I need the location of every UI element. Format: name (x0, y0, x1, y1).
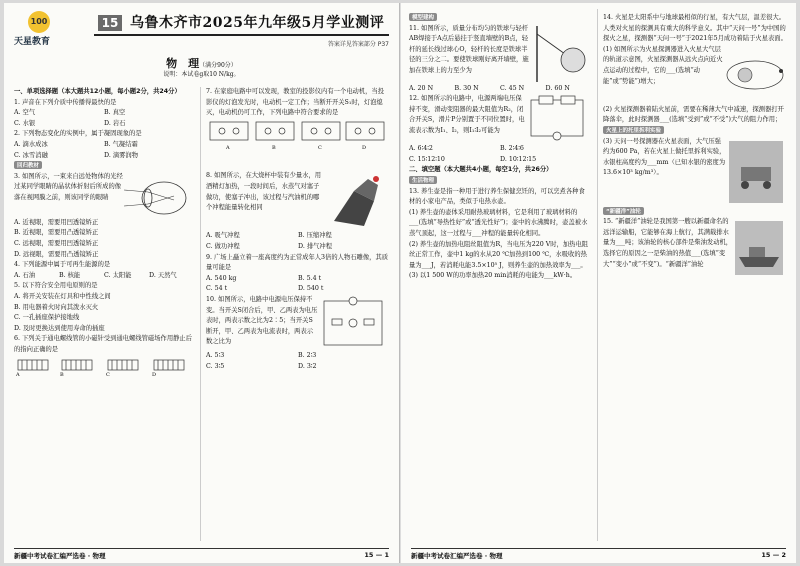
option: D. 及时更换达到使用寿命的插座 (14, 324, 105, 332)
page-header (14, 9, 389, 49)
q9-options (206, 274, 390, 295)
question-1: 1. 声音在下列介质中传播得最快的是 (14, 98, 117, 106)
page-title: 乌鲁木齐市2025年九年级5月学业测评 (130, 15, 385, 31)
option: C. 54 t (206, 285, 228, 293)
option: B. 核能 (59, 271, 81, 279)
question-12: 12. 如图所示的电路中，电源两端电压保持不变，滑动变阻器的最大阻值为R₂，闭合开关S，滑片P分别置于不同位置时，电流表示数为I₁、I₂，则I₁∶I₂可能为 (409, 95, 525, 134)
circuit-diagram-icon (525, 94, 589, 144)
column-divider (597, 9, 598, 541)
page-footer (411, 548, 786, 560)
option: D. 540 t (298, 285, 324, 293)
q3-block (14, 172, 194, 218)
question-11: 11. 如图所示，质量分布均匀的铁球与轻杆AB焊接于A点后悬挂于竖直墙壁的B点，轻杆的延长线过球心O，轻杆的长度是铁球半径的三分之二。要使铁球刚好离开墙壁，施加在铁球上的力至少为 (409, 24, 529, 74)
option: D. 天然气 (149, 271, 177, 279)
q4-options (14, 271, 194, 282)
subject-name: 物 理 (166, 57, 200, 70)
question-9: 9. 广场上矗立着一座高度约为正常成年人3倍的人物石雕像，其质量可能是 (206, 253, 389, 272)
page-footer (14, 548, 389, 560)
option: A. 滴水成冰 (14, 140, 48, 148)
option: C. 太阳能 (104, 271, 132, 279)
option: C. 15∶12∶10 (409, 155, 445, 163)
svg-text:A: A (16, 372, 20, 378)
q10-block (206, 295, 390, 351)
question-8: 8. 如图所示，在大烧杯中装有少量水，用酒精灯加热，一段时间后，水蒸气对塞子做功，使塞子冲出，该过程与汽油机的哪个冲程能量转化相同 (206, 172, 322, 212)
q12-options (409, 144, 591, 165)
column-divider (200, 87, 201, 541)
svg-text:A: A (226, 144, 230, 151)
brand-name: 天星教育 (14, 37, 51, 47)
question-7: 7. 在家庭电路中可以发现，教室的投影仪内有一个电动机，当投影仪的灯泡发光时，电动机一定工作；当断开开关S₁时，灯泡熄灭，电动机仍可工作，下列电路中符合要求的是 (206, 88, 385, 117)
option: A. 5∶3 (206, 351, 225, 359)
svg-text:B: B (272, 144, 276, 151)
option: C. 做功冲程 (206, 242, 240, 250)
question-tag: “新疆洋”油轮 (603, 207, 644, 215)
option: B. 压缩冲程 (298, 232, 332, 240)
section-heading: 一、单项选择题（本大题共12小题，每小题2分，共24分） (14, 88, 181, 95)
solenoid-options-icon (14, 355, 194, 377)
lever-ball-diagram-icon (533, 24, 589, 84)
q2-options (14, 140, 194, 161)
question-13-part-1: (1) 养生壶的壶体采用耐热玻璃材料，它是利用了玻璃材料的___(选填“导热性好”或“透光性好”)；壶中的水沸腾时，壶盖被水蒸气顶起，这一过程与___冲程的能量转化相同。 (409, 208, 588, 237)
question-6: 6. 下列关于通电螺线管的小磁针受到通电螺线管磁场作用静止后的指向正确的是 (14, 335, 193, 353)
option: C. 一孔插座保护接地线 (14, 314, 80, 322)
svg-text:D: D (152, 372, 157, 378)
option: B. 2∶4∶6 (500, 145, 524, 153)
ship-image-icon (733, 217, 785, 277)
q14c-block (603, 137, 789, 207)
section-heading: 二、填空题（本大题共4小题，每空1分，共26分） (409, 166, 553, 174)
option: B. 5.4 t (298, 274, 322, 282)
orbit-diagram-icon (723, 45, 787, 105)
exam-note: 说明：本试卷g取10 N/kg。 (163, 71, 240, 78)
question-5: 5. 以下符合安全用电原则的是 (14, 282, 98, 290)
footer-title: 新疆中考试卷汇编严选卷 · 物理 (14, 552, 106, 560)
svg-text:C: C (318, 144, 322, 151)
option: A. 近视眼，需要用凹透镜矫正 (14, 218, 99, 226)
option: D. 排气冲程 (298, 242, 333, 250)
question-tag: 生活物理 (409, 176, 437, 184)
eye-diagram-icon (124, 178, 190, 218)
circuit-options-icon (206, 119, 390, 167)
question-14-part-3: (3) 天问一号探测器在火星表面，大气压强约为600 Pa，若在火星上做托里拆利实验，水银柱高度约为___mm（已知水银的密度为13.6×10³ kg/m³）。 (603, 137, 726, 177)
option: C. 45 N (500, 84, 525, 92)
option: D. 60 N (545, 84, 570, 92)
question-13-part-3: (3) 以1 500 W的功率加热20 min消耗的电能为___kW·h。 (409, 272, 577, 280)
page-number: 15 — 1 (364, 551, 389, 559)
q15-block (603, 217, 789, 277)
option: D. 滴雾润物 (104, 151, 139, 159)
svg-text:C: C (106, 372, 110, 378)
footer-title: 新疆中考试卷汇编严选卷 · 物理 (411, 552, 503, 560)
option: C. 水银 (14, 119, 36, 127)
logo-badge-icon: 100 (28, 11, 50, 33)
page-number: 15 — 2 (761, 551, 786, 559)
question-14-part-2: (2) 火星探测器着陆火星前，需要在稀薄大气中减速，探测器打开降落伞，此时探测器___(选填“受到”或“不受”)大气的阻力作用； (603, 105, 784, 124)
subject-score: （满分90分） (199, 62, 237, 69)
option: D. 10∶12∶15 (500, 155, 537, 163)
question-2: 2. 下列物态变化的实例中，属于凝固现象的是 (14, 130, 142, 138)
option: C. 3∶5 (206, 362, 225, 370)
option: A. 空气 (14, 109, 36, 117)
option: C. 远视眼，需要用凹透镜矫正 (14, 239, 99, 247)
option: A. 540 kg (206, 274, 237, 282)
q11-block (409, 24, 591, 84)
publisher-logo (14, 11, 64, 47)
paper-number: 15 (98, 15, 122, 31)
question-3: 3. 如图所示，一束来自远处物体的光经过某同学眼睛的晶状体折射后所成的像落在视网膜之前，则该同学的眼睛 (14, 172, 123, 201)
question-14: 14. 火星是太阳系中与地球最相似的行星，有大气层，温差很大。人类对火星的探测具有重大的科学意义。其中“天问一号”为中国的探火之星，探测器“天问一号”于2021年5月成功着陆于火星表面。 (603, 14, 787, 43)
option: B. 气凝结霜 (104, 140, 138, 148)
option: B. 真空 (104, 109, 126, 117)
question-13-part-2: (2) 养生壶的加热电阻丝阻值为R，当电压为220 V时，加热电阻丝正常工作，壶中1 kg的水从20 ℃加热到100 ℃，水吸收的热量为___J，若消耗电能3.5×10⁵ J，则养生壶的加热效率为___。 (409, 240, 589, 269)
question-10: 10. 如图所示，电路中电源电压保持不变。当开关S闭合后，甲、乙两表为电压表时，两表示数之比为2∶5；当开关S断开，甲、乙两表为电流表时，两表示数之比为 (206, 295, 318, 346)
question-15: 15. “新疆洋”油轮是我国第一艘以新疆命名的远洋运输船，它能够在海上航行，其满载排水量为___吨；该油轮的核心部件是柴油发动机，选择它的原因之一是柴油的热值___(选填“变大”“变小”或“不变”)。“新疆洋”油轮 (603, 218, 733, 268)
option: B. 近视眼，需要用凸透镜矫正 (14, 229, 99, 237)
q14-block (603, 45, 789, 105)
option: B. 用电器着火时向其泼水灭火 (14, 303, 99, 311)
left-page (4, 3, 400, 563)
question-tag: 火星上的托里拆利实验 (603, 126, 664, 134)
option: A. 吸气冲程 (206, 232, 240, 240)
q12-block (409, 94, 591, 144)
rover-image-icon (727, 137, 785, 207)
option: B. 2∶3 (298, 351, 317, 359)
question-14-part-1: (1) 如图所示为火星探测器进入火星大气层的轨道示意图，火星探测器从远火点向近火点运动的过程中，它的___(选填“动能”或“势能”)增大； (603, 45, 723, 85)
option: D. 远视眼，需要用凸透镜矫正 (14, 250, 99, 258)
q8-block (206, 171, 390, 231)
option: C. 冰雪消融 (14, 151, 48, 159)
left-column-1 (14, 87, 194, 382)
question-tag: 回归教材 (14, 161, 42, 169)
svg-text:B: B (60, 372, 64, 378)
left-column-2 (206, 87, 390, 372)
option: D. 3∶2 (298, 362, 317, 370)
right-column-2 (603, 13, 789, 277)
option: A. 20 N (409, 84, 434, 92)
exam-spread (4, 3, 796, 563)
question-13: 13. 养生壶是指一种用于进行养生保健烹饪的，可以烹煮各种食材的小家电产品，类似于电热水壶。 (409, 187, 585, 206)
option: D. 岩石 (104, 119, 126, 127)
question-4: 4. 下列能源中属于可再生能源的是 (14, 261, 111, 269)
answer-reference: 答案详见答案部分 P37 (327, 41, 389, 48)
header-rule (94, 34, 389, 36)
flask-diagram-icon (324, 171, 388, 231)
option: B. 30 N (454, 84, 479, 92)
q1-options (14, 108, 194, 129)
option: A. 6∶4∶2 (409, 145, 433, 153)
right-column-1 (409, 13, 591, 282)
q10-options (206, 351, 390, 372)
option: A. 将开关安装在灯具和中性线之间 (14, 292, 111, 300)
right-page (400, 3, 796, 563)
q8-options (206, 231, 390, 252)
svg-text:D: D (362, 144, 367, 151)
circuit-diagram-icon (318, 295, 388, 351)
question-tag: 模型建构 (409, 13, 437, 21)
option: A. 石油 (14, 271, 36, 279)
q11-options (409, 84, 591, 95)
